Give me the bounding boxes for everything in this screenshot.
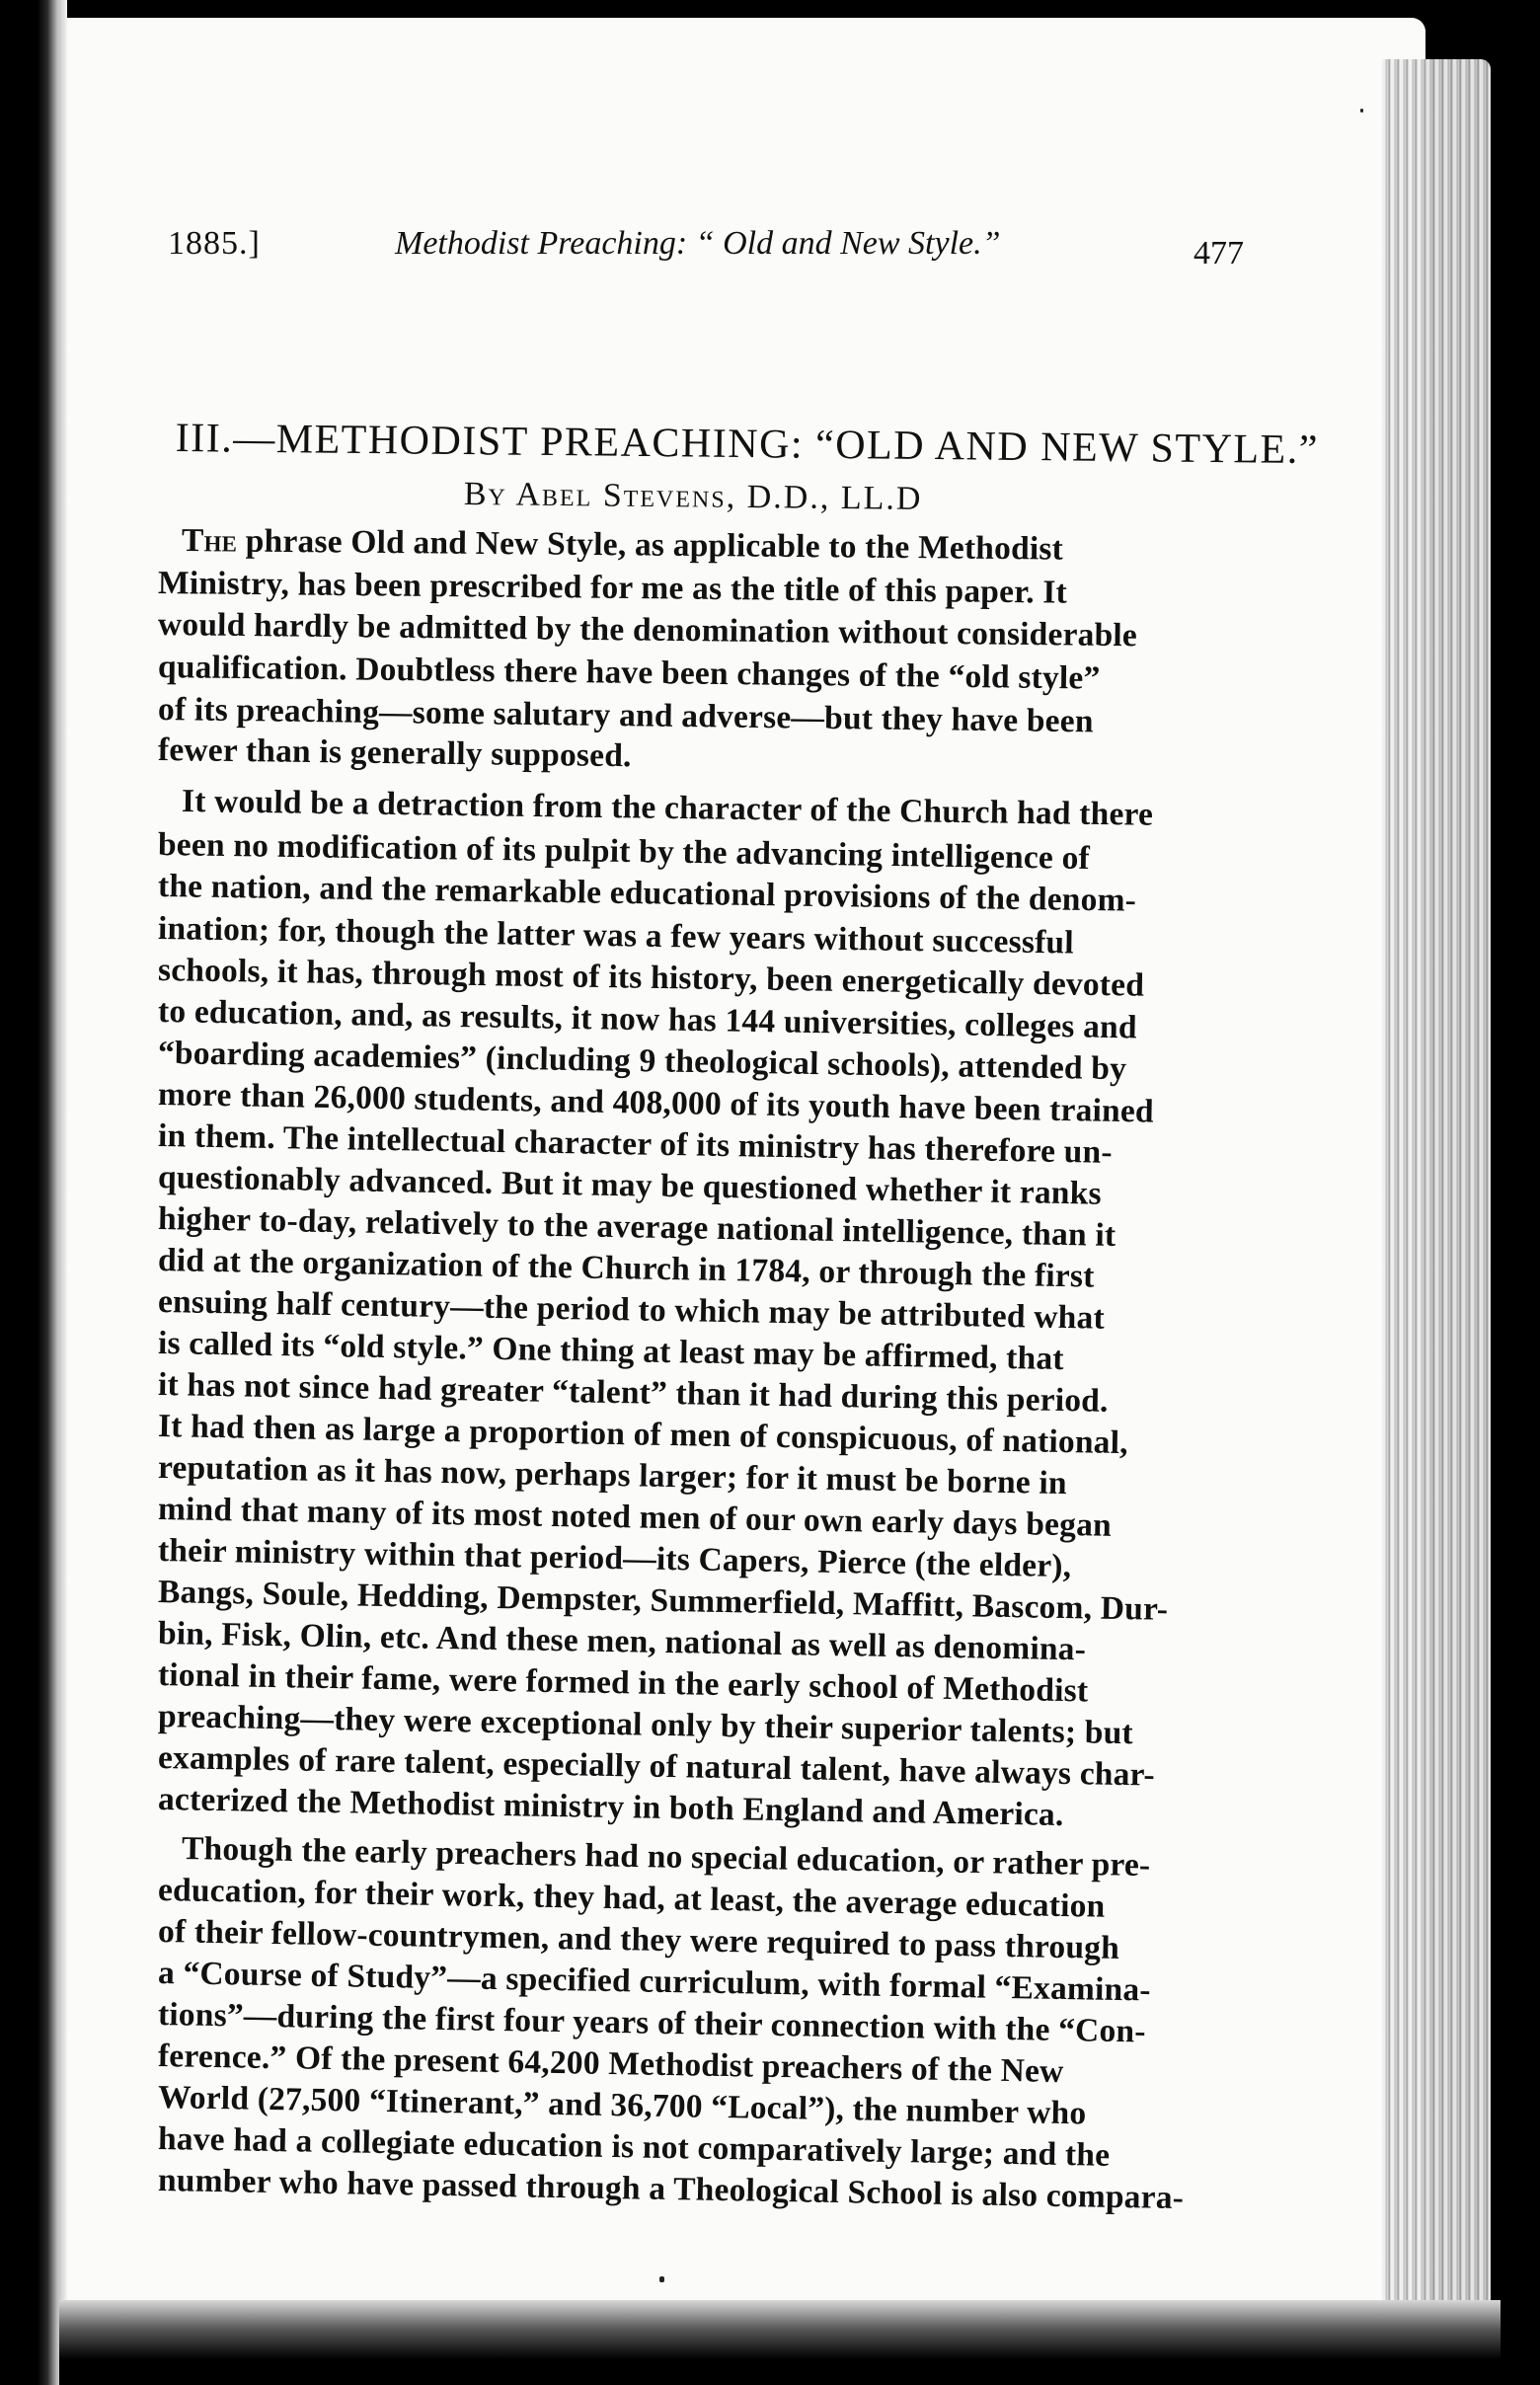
text-line: tions”—during the first four years of their connection with the “Con- (157, 1996, 1146, 2050)
text-line: reputation as it has now, perhaps larger; for it must be borne in (157, 1449, 1068, 1502)
ink-speck (659, 2276, 664, 2282)
text-line: fewer than is generally supposed. (157, 731, 632, 775)
text-line: more than 26,000 students, and 408,000 of its youth have been trained (157, 1076, 1155, 1130)
article-body (157, 0, 1320, 2385)
text-line: examples of rare talent, especially of natural talent, have always char- (157, 1739, 1156, 1794)
text-line: it has not since had greater “talent” than it had during this period. (157, 1366, 1109, 1420)
text-line: It would be a detraction from the character of the Church had there (181, 783, 1154, 833)
text-line: tional in their fame, were formed in the early school of Methodist (157, 1656, 1089, 1710)
text-line-content: phrase Old and New Style, as applicable to the Methodist (237, 522, 1064, 568)
text-line: ference.” Of the present 64,200 Methodist preachers of the New (157, 2038, 1064, 2091)
text-line: to education, and, as results, it now has 144 universities, colleges and (157, 993, 1138, 1046)
text-line: been no modification of its pulpit by the advancing intelligence of (157, 826, 1091, 878)
text-line: questionably advanced. But it may be questioned whether it ranks (157, 1159, 1103, 1212)
text-line: bin, Fisk, Olin, etc. And these men, national as well as denomina- (157, 1615, 1087, 1668)
text-line: acterized the Methodist ministry in both England and America. (157, 1781, 1064, 1834)
article-title: III.—METHODIST PREACHING: “OLD AND NEW STYLE.” (175, 415, 1320, 474)
text-line: World (27,500 “Itinerant,” and 36,700 “Local”), the number who (157, 2079, 1087, 2132)
text-line: higher to-day, relatively to the average national intelligence, than it (157, 1200, 1116, 1254)
text-line: their ministry within that period—its Capers, Pierce (the elder), (157, 1532, 1072, 1585)
text-line: is called its “old style.” One thing at least may be affirmed, that (157, 1325, 1065, 1378)
text-line: qualification. Doubtless there have been changes of the “old style” (157, 649, 1101, 697)
text-line: education, for their work, they had, at least, the average education (157, 1872, 1106, 1925)
text-line: number who have passed through a Theological School is also compara- (157, 2162, 1185, 2217)
text-line: preaching—they were exceptional only by their superior talents; but (157, 1698, 1134, 1752)
text-line: ensuing half century—the period to which may be attributed what (157, 1283, 1106, 1337)
text-line: ination; for, though the latter was a few years without successful (157, 910, 1075, 962)
text-line: the nation, and the remarkable educational provisions of the denom- (157, 868, 1137, 919)
text-line: Bangs, Soule, Hedding, Dempster, Summerfield, Maffitt, Bascom, Dur- (157, 1574, 1169, 1628)
ink-speck (1360, 109, 1363, 113)
text-line: of their fellow-countrymen, and they were required to pass through (157, 1913, 1120, 1966)
text-line: It had then as large a proportion of men of conspicuous, of national, (157, 1408, 1129, 1462)
text-line: schools, it has, through most of its history, been energetically devoted (157, 952, 1145, 1004)
running-head-title: Methodist Preaching: “ Old and New Style.” (395, 225, 1001, 262)
text-line: in them. The intellectual character of its ministry has therefore un- (157, 1117, 1114, 1171)
drop-word: The (181, 522, 238, 560)
text-line: did at the organization of the Church in 1784, or through the first (157, 1242, 1095, 1295)
text-line: have had a collegiate education is not comparatively large; and the (157, 2120, 1111, 2174)
text-line: Ministry, has been prescribed for me as the title of this paper. It (157, 565, 1068, 611)
text-line: Though the early preachers had no special education, or rather pre- (181, 1830, 1151, 1885)
page-number: 477 (1194, 235, 1244, 271)
text-line: “boarding academies” (including 9 theological schools), attended by (157, 1035, 1127, 1088)
article-byline: By Abel Stevens, D.D., LL.D (463, 476, 923, 517)
text-line: mind that many of its most noted men of our own early days began (157, 1491, 1113, 1544)
text-line: a “Course of Study”—a specified curriculum, with formal “Examina- (157, 1955, 1152, 2009)
text-line: of its preaching—some salutary and adverse—but they have been (157, 691, 1094, 740)
text-line: would hardly be admitted by the denomination without considerable (157, 606, 1138, 654)
running-head-year: 1885.] (168, 225, 261, 262)
